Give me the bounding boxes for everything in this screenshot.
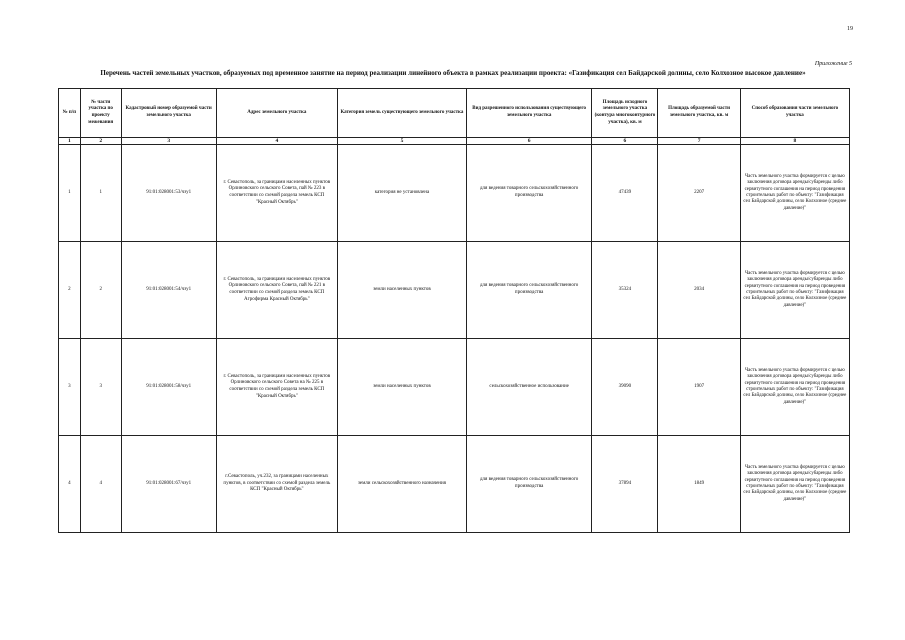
- column-number: 8: [740, 138, 849, 145]
- table-row: [59, 436, 850, 533]
- land-parts-table: [58, 88, 850, 533]
- header-cell: Категория земель существующего земельного участка: [338, 89, 467, 138]
- land-address: г. Севастополь, за границами населенных пунктов Орлиновского сельского Совета на № 225 в соответствии со схемой раздела земель КСП "Красный Октябрь": [216, 339, 338, 436]
- annex-label: Приложение 5: [814, 61, 852, 67]
- cadastral-number: 91:01:028001:67/чзу1: [121, 436, 216, 533]
- header-cell: № п/п: [59, 89, 81, 138]
- cadastral-number: 91:01:028001:53/чзу1: [121, 145, 216, 242]
- column-number: 6: [466, 138, 592, 145]
- column-number: 4: [216, 138, 338, 145]
- row-number: 3: [59, 339, 81, 436]
- part-number: 4: [80, 436, 121, 533]
- column-number: 7: [658, 138, 740, 145]
- part-area: 1907: [658, 339, 740, 436]
- land-category: категория не установлена: [338, 145, 467, 242]
- row-number: 2: [59, 242, 81, 339]
- column-number: 1: [59, 138, 81, 145]
- row-number: 4: [59, 436, 81, 533]
- cadastral-number: 91:01:028001:58/чзу1: [121, 339, 216, 436]
- column-number-row: [59, 138, 850, 145]
- header-row: [59, 89, 850, 138]
- source-area: 47439: [592, 145, 658, 242]
- part-area: 2034: [658, 242, 740, 339]
- land-category: земли сельскохозяйственного назначения: [338, 436, 467, 533]
- source-area: 35324: [592, 242, 658, 339]
- land-category: земли населенных пунктов: [338, 242, 467, 339]
- header-cell: Площадь образуемой части земельного участка, кв. м: [658, 89, 740, 138]
- column-number: 2: [80, 138, 121, 145]
- table-row: [59, 145, 850, 242]
- land-category: земли населенных пунктов: [338, 339, 467, 436]
- column-number: 6: [592, 138, 658, 145]
- header-cell: Кадастровый номер образуемой части земельного участка: [121, 89, 216, 138]
- part-area: 1849: [658, 436, 740, 533]
- header-cell: № части участка по проекту межевания: [80, 89, 121, 138]
- page-number: 19: [847, 26, 853, 32]
- table-row: [59, 339, 850, 436]
- document-title: Перечень частей земельных участков, образуемых под временное занятие на период реализации линейного объекта в рамках реализации проекта: «Газификация сел Байдарской долины, село Колхозное высокое давление»: [100, 69, 806, 77]
- part-area: 2207: [658, 145, 740, 242]
- header-cell: Вид разрешенного использования существующего земельного участка: [466, 89, 592, 138]
- land-address: г. Севастополь, за границами населенных пунктов Орлиновского сельского Совета, пай № 221 в соответствии со схемой раздела земель КСП Агрофирма Красный Октябрь": [216, 242, 338, 339]
- formation-method: Часть земельного участка формируется с целью заключения договора аренды/субаренды либо сервитутного соглашения на период проведения строительных работ по объекту: "Газификация сел Байдарской долины, село Колхозное (среднее давление)": [740, 436, 849, 533]
- cadastral-number: 91:01:028001:54/чзу1: [121, 242, 216, 339]
- formation-method: Часть земельного участка формируется с целью заключения договора аренды/субаренды либо сервитутного соглашения на период проведения строительных работ по объекту: "Газификация сел Байдарской долины, село Колхозное (среднее давление)": [740, 145, 849, 242]
- part-number: 2: [80, 242, 121, 339]
- column-number: 5: [338, 138, 467, 145]
- formation-method: Часть земельного участка формируется с целью заключения договора аренды/субаренды либо сервитутного соглашения на период проведения строительных работ по объекту: "Газификация сел Байдарской долины, село Колхозное (среднее давление)": [740, 242, 849, 339]
- header-cell: Адрес земельного участка: [216, 89, 338, 138]
- source-area: 37894: [592, 436, 658, 533]
- column-number: 3: [121, 138, 216, 145]
- source-area: 39090: [592, 339, 658, 436]
- header-cell: Площадь исходного земельного участка (контура многоконтурного участка), кв. м: [592, 89, 658, 138]
- table-row: [59, 242, 850, 339]
- part-number: 3: [80, 339, 121, 436]
- land-address: г. Севастополь, за границами населенных пунктов Орлиновского сельского Совета, пай № 223 в соответствии со схемой раздела земель КСП "Красный Октябрь": [216, 145, 338, 242]
- permitted-use: для ведения товарного сельскохозяйственного производства: [466, 145, 592, 242]
- formation-method: Часть земельного участка формируется с целью заключения договора аренды/субаренды либо сервитутного соглашения на период проведения строительных работ по объекту: "Газификация сел Байдарской долины, село Колхозное (среднее давление)": [740, 339, 849, 436]
- permitted-use: для ведения товарного сельскохозяйственного производства: [466, 242, 592, 339]
- permitted-use: для ведения товарного сельскохозяйственного производства: [466, 436, 592, 533]
- row-number: 1: [59, 145, 81, 242]
- header-cell: Способ образования части земельного участка: [740, 89, 849, 138]
- permitted-use: сельскохозяйственное использование: [466, 339, 592, 436]
- part-number: 1: [80, 145, 121, 242]
- land-address: г.Севастополь, уч.232, за границами населенных пунктов, в соответствии со схемой раздела земель КСП "Красный Октябрь": [216, 436, 338, 533]
